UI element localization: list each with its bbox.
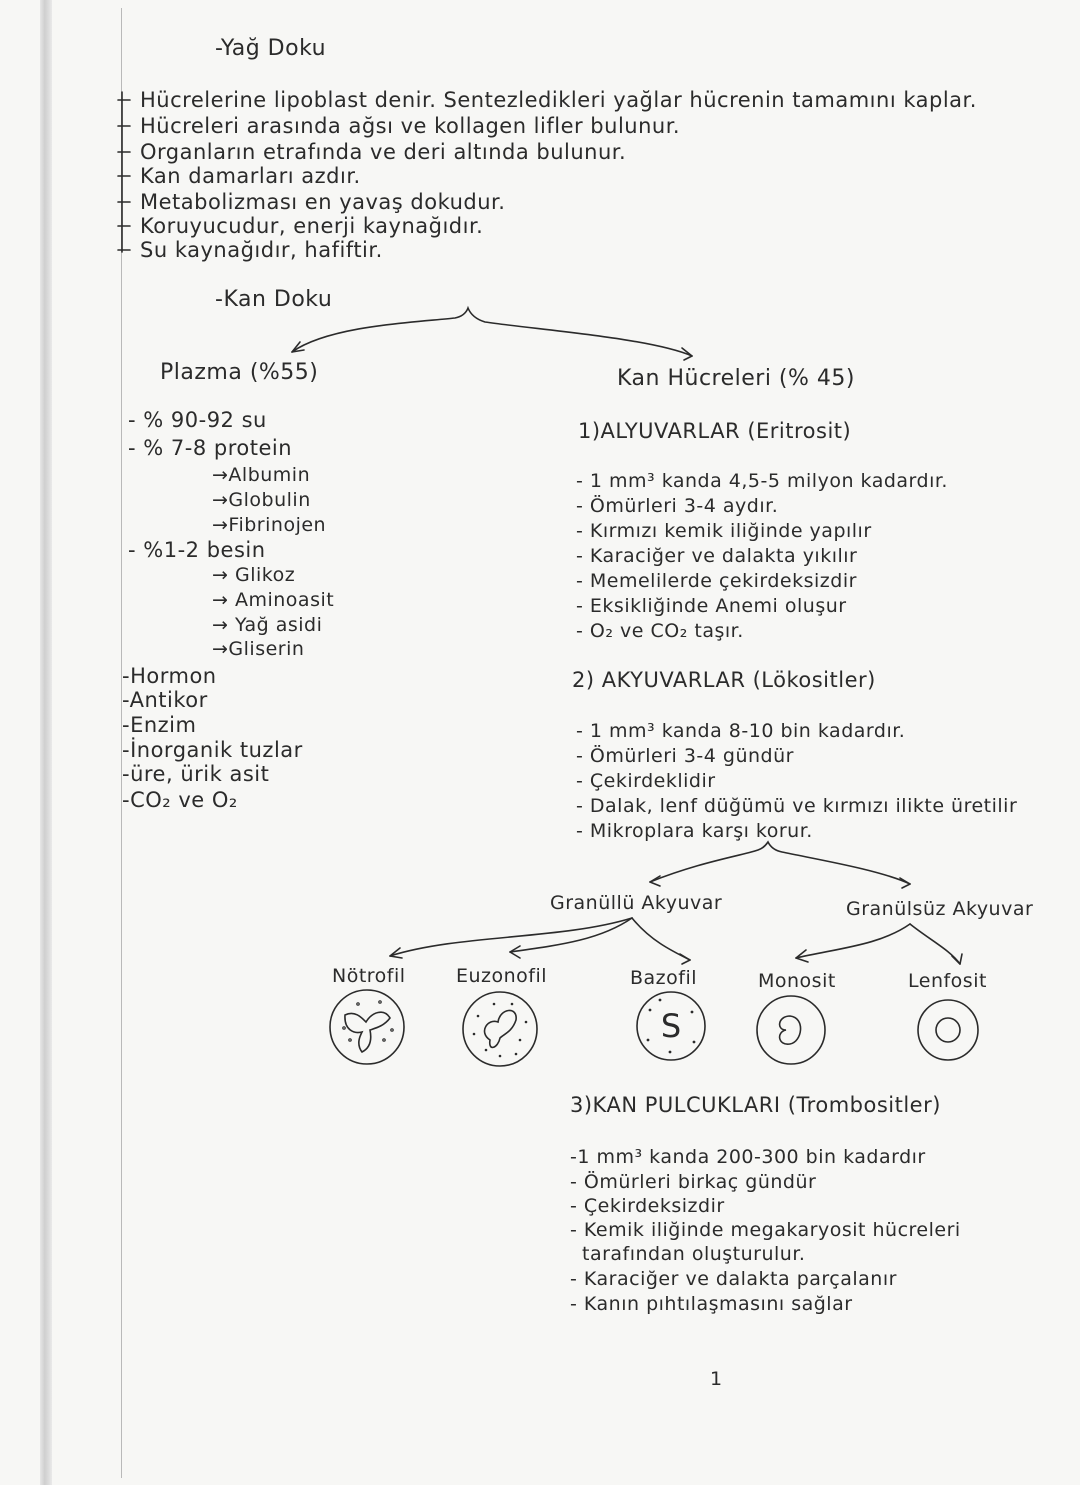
svg-text:S: S	[660, 1007, 682, 1045]
plazma-other: -İnorganik tuzlar	[122, 738, 303, 762]
yag-item: Metabolizması en yavaş dokudur.	[140, 190, 506, 214]
akyuvar-text: Dalak, lenf düğümü ve kırmızı ilikte üretilir	[589, 795, 1018, 817]
pulcuk-text: Karaciğer ve dalakta parçalanır	[583, 1268, 897, 1290]
plazma-protein-text: % 7-8 protein	[143, 436, 293, 460]
protein-albumin: Albumin	[228, 464, 311, 486]
alyuvar-text: Eksikliğinde Anemi oluşur	[589, 595, 847, 617]
other-antikor: Antikor	[129, 688, 208, 712]
pulcuk-text: Çekirdeksizdir	[583, 1195, 725, 1217]
alyuvar-item: - 1 mm³ kanda 4,5-5 milyon kadardır.	[576, 470, 948, 492]
akyuvar-title: 2) AKYUVARLAR (Lökositler)	[572, 668, 876, 692]
pulcuk-text: 1 mm³ kanda 200-300 bin kadardır	[577, 1146, 926, 1168]
yag-item: Hücrelerine lipoblast denir. Sentezledikleri yağlar hücrenin tamamını kaplar.	[140, 88, 977, 112]
alyuvar-text: Memelilerde çekirdeksizdir	[589, 570, 857, 592]
alyuvar-text: Karaciğer ve dalakta yıkılır	[589, 545, 858, 567]
pulcuk-text: Ömürleri birkaç gündür	[583, 1171, 817, 1193]
besin-item: → Yağ asidi	[212, 614, 323, 636]
lenfosit-label: Lenfosit	[908, 970, 987, 992]
euzonofil-label: Euzonofil	[456, 965, 548, 987]
alyuvar-text: Ömürleri 3-4 aydır.	[589, 495, 779, 517]
plazma-besin: - %1-2 besin	[128, 538, 266, 562]
granulsuz-label: Granülsüz Akyuvar	[846, 898, 1034, 920]
akyuvar-text: Çekirdeklidir	[589, 770, 716, 792]
alyuvar-text: 1 mm³ kanda 4,5-5 milyon kadardır.	[589, 470, 948, 492]
besin-item: →Gliserin	[212, 638, 305, 660]
notrofil-label: Nötrofil	[332, 965, 406, 987]
lenfosit-cell-icon	[918, 1000, 978, 1060]
alyuvar-item: - O₂ ve CO₂ taşır.	[576, 620, 744, 642]
plazma-other: -CO₂ ve O₂	[122, 788, 238, 812]
protein-globulin: Globulin	[228, 489, 311, 511]
granulsuz-branch	[796, 924, 910, 958]
kan-doku-title: -Kan Doku	[215, 287, 333, 312]
other-ure: üre, ürik asit	[130, 762, 270, 786]
akyuvar-item: - Mikroplara karşı korur.	[576, 820, 813, 842]
page-number: 1	[710, 1368, 723, 1390]
monosit-cell-icon	[757, 996, 825, 1064]
yag-item: Kan damarları azdır.	[140, 164, 361, 188]
besin-item: → Aminoasit	[212, 589, 335, 611]
yag-item: Hücreleri arasında ağsı ve kollagen lifler bulunur.	[140, 114, 681, 138]
alyuvar-text: O₂ ve CO₂ taşır.	[589, 620, 744, 642]
granullu-label: Granüllü Akyuvar	[550, 892, 723, 914]
kan-hucreleri-title: Kan Hücreleri (% 45)	[617, 366, 855, 391]
plazma-other: -Enzim	[122, 713, 197, 737]
pulcuk-item: -1 mm³ kanda 200-300 bin kadardır	[570, 1146, 926, 1168]
alyuvar-item: - Karaciğer ve dalakta yıkılır	[576, 545, 858, 567]
akyuvar-text: Mikroplara karşı korur.	[589, 820, 813, 842]
akyuvar-item: - Dalak, lenf düğümü ve kırmızı ilikte üretilir	[576, 795, 1018, 817]
pulcuk-item: - Çekirdeksizdir	[570, 1195, 725, 1217]
pulcuk-item-cont: tarafından oluşturulur.	[582, 1243, 806, 1265]
plazma-besin-text: %1-2 besin	[143, 538, 266, 562]
besin-yag-asidi: Yağ asidi	[234, 614, 323, 636]
pulcuk-text: Kanın pıhtılaşmasını sağlar	[583, 1293, 853, 1315]
other-tuzlar: İnorganik tuzlar	[130, 738, 303, 762]
yag-item: Su kaynağıdır, hafiftir.	[140, 238, 383, 262]
other-co2-o2: CO₂ ve O₂	[130, 788, 238, 812]
besin-item: → Glikoz	[212, 564, 296, 586]
protein-fibrinojen: Fibrinojen	[228, 514, 327, 536]
pulcuk-item: - Kemik iliğinde megakaryosit hücreleri	[570, 1219, 961, 1241]
plazma-other: -üre, ürik asit	[122, 762, 270, 786]
other-enzim: Enzim	[130, 713, 197, 737]
bazofil-label: Bazofil	[630, 967, 698, 989]
plazma-title: Plazma (%55)	[160, 360, 319, 385]
akyuvar-text: 1 mm³ kanda 8-10 bin kadardır.	[589, 720, 906, 742]
pulcuk-item: - Kanın pıhtılaşmasını sağlar	[570, 1293, 853, 1315]
protein-item: →Albumin	[212, 464, 311, 486]
yag-doku-title: -Yağ Doku	[215, 36, 327, 61]
notrofil-cell-icon	[330, 990, 404, 1064]
plazma-su: - % 90-92 su	[128, 408, 267, 432]
other-hormon: Hormon	[130, 664, 217, 688]
protein-item: →Globulin	[212, 489, 311, 511]
pulcuk-item: - Ömürleri birkaç gündür	[570, 1171, 817, 1193]
yag-item: Organların etrafında ve deri altında bulunur.	[140, 140, 627, 164]
kan-doku-brace	[292, 308, 692, 356]
pulcuk-item: - Karaciğer ve dalakta parçalanır	[570, 1268, 897, 1290]
besin-glikoz: Glikoz	[234, 564, 296, 586]
akyuvar-text: Ömürleri 3-4 gündür	[589, 745, 794, 767]
plazma-protein: - % 7-8 protein	[128, 436, 293, 460]
monosit-label: Monosit	[758, 970, 836, 992]
plazma-su-text: % 90-92 su	[143, 408, 267, 432]
besin-aminoasit: Aminoasit	[234, 589, 335, 611]
besin-gliserin: Gliserin	[228, 638, 305, 660]
akyuvar-item: - 1 mm³ kanda 8-10 bin kadardır.	[576, 720, 906, 742]
euzonofil-cell-icon	[463, 992, 537, 1066]
yag-item: Koruyucudur, enerji kaynağıdır.	[140, 214, 484, 238]
alyuvar-item: - Eksikliğinde Anemi oluşur	[576, 595, 847, 617]
akyuvar-item: - Ömürleri 3-4 gündür	[576, 745, 794, 767]
akyuvar-item: - Çekirdeklidir	[576, 770, 716, 792]
plazma-other: -Hormon	[122, 664, 217, 688]
alyuvar-title: 1)ALYUVARLAR (Eritrosit)	[578, 419, 852, 443]
plazma-other: -Antikor	[122, 688, 208, 712]
binder-edge	[40, 0, 52, 1485]
alyuvar-item: - Ömürleri 3-4 aydır.	[576, 495, 779, 517]
alyuvar-item: - Memelilerde çekirdeksizdir	[576, 570, 857, 592]
granullu-branch	[390, 918, 632, 956]
protein-item: →Fibrinojen	[212, 514, 327, 536]
bazofil-cell-icon	[637, 992, 705, 1060]
alyuvar-item: - Kırmızı kemik iliğinde yapılır	[576, 520, 872, 542]
akyuvar-brace	[650, 842, 910, 884]
pulcuk-title: 3)KAN PULCUKLARI (Trombositler)	[570, 1093, 941, 1117]
pulcuk-text: Kemik iliğinde megakaryosit hücreleri	[583, 1219, 961, 1241]
alyuvar-text: Kırmızı kemik iliğinde yapılır	[589, 520, 872, 542]
